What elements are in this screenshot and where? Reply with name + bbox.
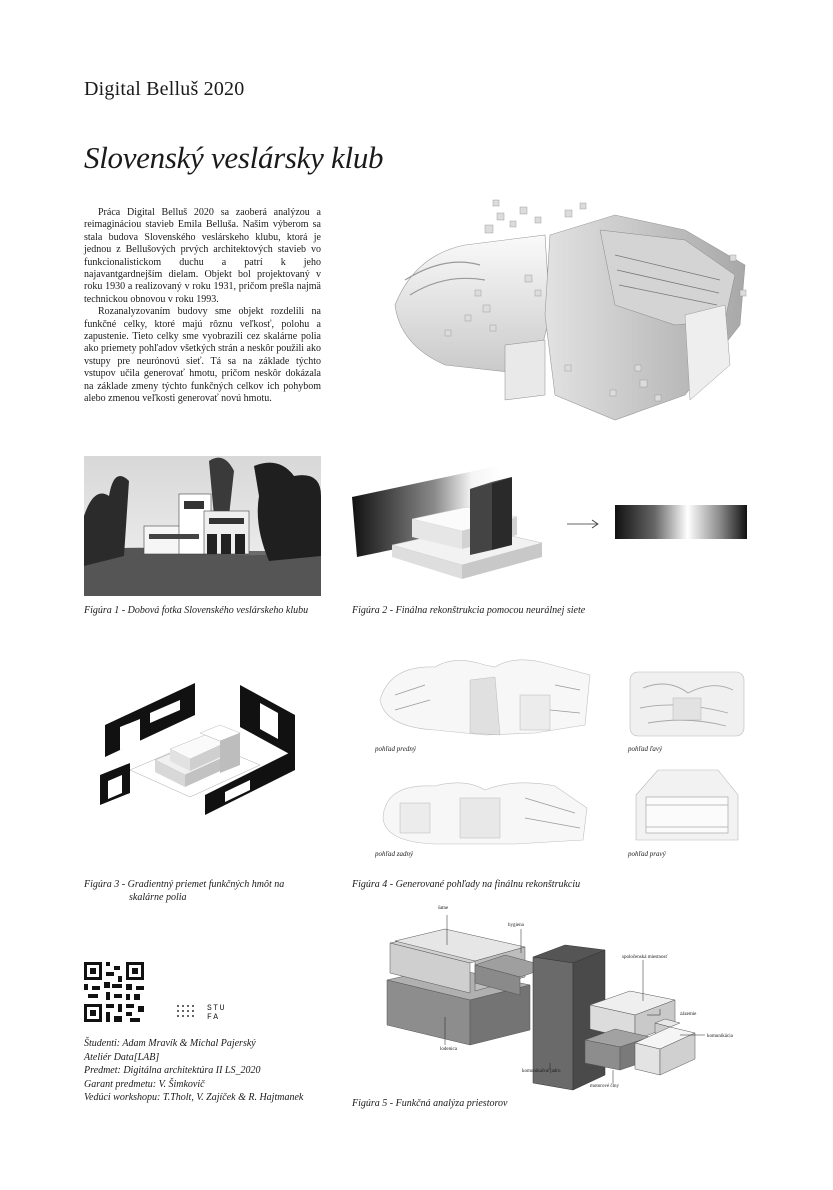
historic-photo [84,456,321,596]
credits-atelier: Ateliér Data[LAB] [84,1051,160,1063]
intro-paragraph-1: Práca Digital Belluš 2020 sa zaoberá analýzou a reimagináciou stavieb Emila Belluša. Našim výberom sa stala budova Slovenského veslárskeho klubu, ktorá je jednou z Bellušových prvých architektových stavieb vo funkcionalistickom duchu a patrí k jeho najavantgardnejším dielam. Objekt bol projektovaný v roku 1930 a realizovaný v roku 1931, pričom prešla najmä technickou obnovou v roku 1993. [84,207,321,305]
logo-line-2: FA [207,1013,220,1022]
credits-subject: Predmet: Digitálna architektúra II LS_2020 [84,1065,261,1076]
header-title: Digital Belluš 2020 [84,78,245,100]
qr-code[interactable] [84,962,144,1022]
view-left-caption: pohľad ľavý [628,745,663,753]
credits-students: Študenti: Adam Mravík & Michal Pajerský [84,1038,256,1049]
logo-line-1: STU [207,1004,226,1013]
intro-text [84,207,321,406]
view-front-image [375,655,595,740]
label-lodenica: lodenica [440,1047,457,1052]
view-right-image [628,765,746,847]
view-front-caption: pohľad predný [375,745,416,753]
gradient-projection-diagram [100,675,310,815]
figure-2-caption: Figúra 2 - Finálna rekonštrukcia pomocou neurálnej siete [352,605,586,616]
view-back-caption: pohľad zadný [375,850,414,858]
credits-guarantor: Garant predmetu: V. Šimkovič [84,1078,205,1090]
figure-1-caption: Figúra 1 - Dobová fotka Slovenského veslárskeho klubu [84,605,309,616]
label-komunikacne-jadro: komunikačné jadro [522,1069,561,1074]
figure-3-caption [84,878,284,904]
figure-4-caption: Figúra 4 - Generované pohľady na finálnu rekonštrukciu [352,879,581,890]
figure-5-caption: Figúra 5 - Funkčná analýza priestorov [352,1098,508,1109]
stu-fa-logo [176,1004,202,1027]
label-komunikacia: komunikácia [707,1034,733,1039]
stu-fa-logo-text [207,1004,226,1022]
functional-analysis-diagram [385,905,745,1095]
label-zazemie: zázemie [680,1012,697,1017]
voxel-reconstruction-render [385,195,755,435]
main-title: Slovenský veslársky klub [84,140,384,175]
arrow-icon [567,520,598,528]
label-motorove-clny: motorové člny [590,1084,620,1089]
label-satne: šatne [438,906,449,911]
neural-reconstruction-diagram [352,457,752,587]
view-right-caption: pohľad pravý [628,850,666,858]
credits-block [84,1037,303,1105]
label-spolocenska-miestnost: spoločenská miestnosť [622,955,668,960]
figure-3-caption-line-1: Figúra 3 - Gradientný priemet funkčných hmôt na [84,879,285,890]
view-left-image [628,668,746,740]
logo-dots-icon [176,1004,202,1022]
credits-workshop: Vedúci workshopu: T.Tholt, V. Zajíček & R. Hajtmanek [84,1092,304,1103]
intro-paragraph-2: Rozanalyzovaním budovy sme objekt rozdelili na funkčné celky, ktoré majú rôznu veľkosť, polohu a zapustenie. Tieto celky sme vyobrazili cez skalárne polia ako priemety pohľadov všetkých strán a neskôr použili ako vstupy pre neurónovú sieť. Tá sa na základe týchto vstupov učila generovať hmotu, pričom neskôr dokázala na základe zmeny týchto funkčných celkov ich pohybom alebo zmenou veľkosti generovať novú hmotu. [84,306,321,405]
view-back-image [375,778,595,848]
label-hygiena: hygiena [508,923,524,928]
scalar-field-strip [615,505,747,539]
figure-3-caption-line-2: skalárne polia [129,892,187,903]
